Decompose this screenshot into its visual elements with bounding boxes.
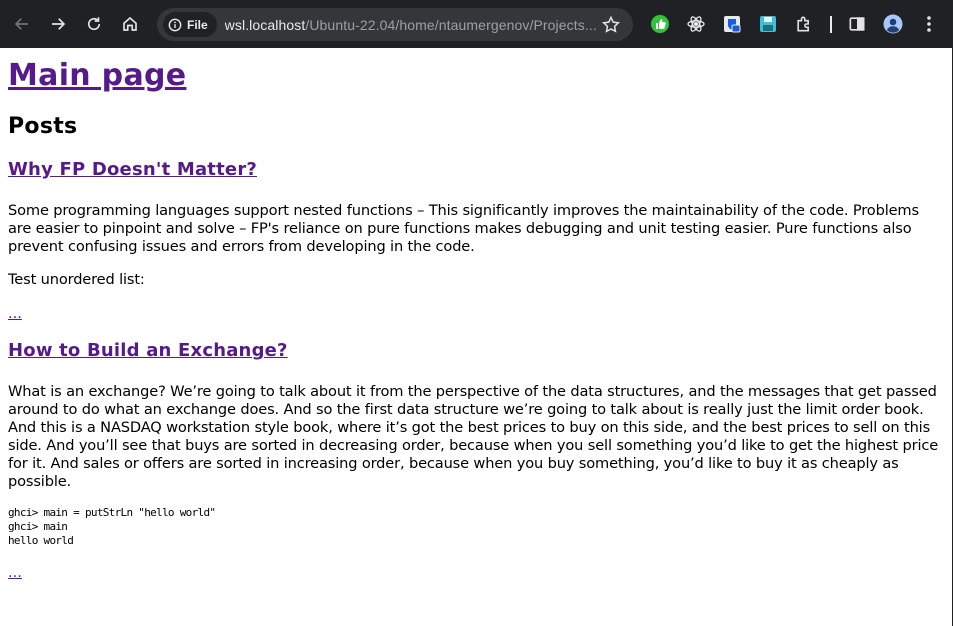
- react-extension-icon[interactable]: [685, 13, 707, 35]
- thumbs-up-extension-icon[interactable]: [649, 13, 671, 35]
- back-icon[interactable]: [10, 12, 34, 36]
- post-paragraph: What is an exchange? We’re going to talk about it from the perspective of the data structures, and the messages that get passed around to do what an exchange does. And so the first data structure we’re going to talk about is really just the limit order book. And this is a NASDAQ workstation style book, where it’s got the best prices to buy on this side, and the best prices to sell on this side. And you’ll see that buys are sorted in decreasing order, because when you sell something you’d like to get the highest price for it. And sales or offers are sorted in increasing order, because when you buy something, you’d like to buy it as cheaply as possible.: [8, 383, 939, 490]
- post-title-link[interactable]: How to Build an Exchange?: [8, 340, 288, 361]
- read-more-link[interactable]: ...: [8, 564, 22, 581]
- url-text[interactable]: [225, 17, 597, 33]
- toolbar-separator: [830, 16, 832, 33]
- code-block: ghci> main = putStrLn "hello world" ghci> main hello world: [8, 506, 216, 547]
- browser-toolbar: [0, 0, 953, 48]
- post-paragraph: Test unordered list:: [8, 271, 145, 288]
- reload-icon[interactable]: [82, 12, 106, 36]
- page-content: [0, 48, 952, 626]
- profile-avatar-icon[interactable]: [882, 13, 904, 35]
- post-paragraph: Some programming languages support nested functions – This significantly improves the maintainability of the code. Problems are easier to pinpoint and solve – FP's reliance on pure functions makes debugging and unit testing easier. Pure functions also prevent confusing issues and errors from developing in the code.: [8, 202, 919, 255]
- post-title-link[interactable]: Why FP Doesn't Matter?: [8, 159, 258, 180]
- bitwarden-extension-icon[interactable]: [721, 13, 743, 35]
- menu-kebab-icon[interactable]: [918, 13, 940, 35]
- home-icon[interactable]: [118, 12, 142, 36]
- main-page-link[interactable]: Main page: [8, 58, 187, 93]
- url-path: /Ubuntu-22.04/home/ntaumergenov/Projects...: [305, 16, 597, 33]
- url-host: wsl.localhost: [224, 16, 306, 33]
- extensions-puzzle-icon[interactable]: [793, 13, 815, 35]
- side-panel-icon[interactable]: [846, 13, 868, 35]
- address-bar[interactable]: [157, 8, 633, 41]
- site-info-chip[interactable]: [163, 12, 217, 37]
- site-chip-label: File: [187, 17, 208, 32]
- save-extension-icon[interactable]: [757, 13, 779, 35]
- posts-heading: Posts: [8, 114, 78, 139]
- info-icon: [168, 18, 182, 32]
- read-more-link[interactable]: ...: [8, 305, 22, 322]
- star-icon[interactable]: [601, 15, 621, 35]
- forward-icon[interactable]: [46, 12, 70, 36]
